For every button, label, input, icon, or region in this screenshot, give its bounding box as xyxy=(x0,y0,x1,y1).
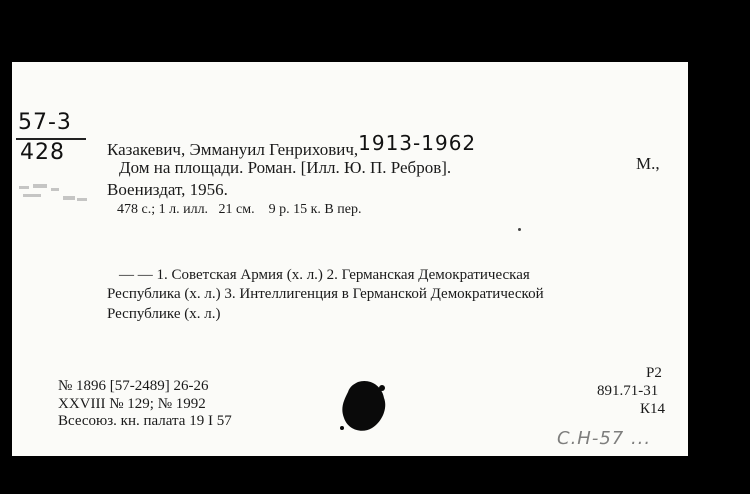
handwritten-note: С.Н-57 ... xyxy=(557,428,652,449)
shelfmark-bottom: 428 xyxy=(20,140,65,165)
subject-line-3: Республике (х. л.) xyxy=(107,306,221,322)
registry-line-3: Всесоюз. кн. палата 19 I 57 xyxy=(58,413,232,429)
classification-code-3: К14 xyxy=(640,401,666,417)
shelfmark-top: 57-3 xyxy=(18,110,72,135)
subject-line-2: Республика (х. л.) 3. Интеллигенция в Германской Демократической xyxy=(107,286,544,302)
classification-code-2: 891.71-31 xyxy=(597,383,659,399)
physical-description: 478 с.; 1 л. илл. 21 см. 9 р. 15 к. В пер. xyxy=(117,202,362,217)
place-of-publication: М., xyxy=(636,154,660,173)
title-line: Дом на площади. Роман. [Илл. Ю. П. Ребров]. xyxy=(119,158,452,177)
faded-stamp-mark xyxy=(17,180,92,208)
registry-line-2: XXVIII № 129; № 1992 xyxy=(58,396,206,412)
author-dates-handwritten: 1913-1962 xyxy=(358,131,477,155)
ink-blot xyxy=(338,378,390,434)
registry-line-1: № 1896 [57-2489] 26-26 xyxy=(58,378,209,394)
author-name: Казакевич, Эммануил Генрихович, xyxy=(107,140,359,159)
subject-line-1: — — 1. Советская Армия (х. л.) 2. Германская Демократическая xyxy=(119,267,530,283)
classification-code-1: Р2 xyxy=(646,365,662,381)
author-heading xyxy=(107,131,477,159)
dot-mark xyxy=(518,228,521,231)
publisher-line: Воениздат, 1956. xyxy=(107,180,228,199)
